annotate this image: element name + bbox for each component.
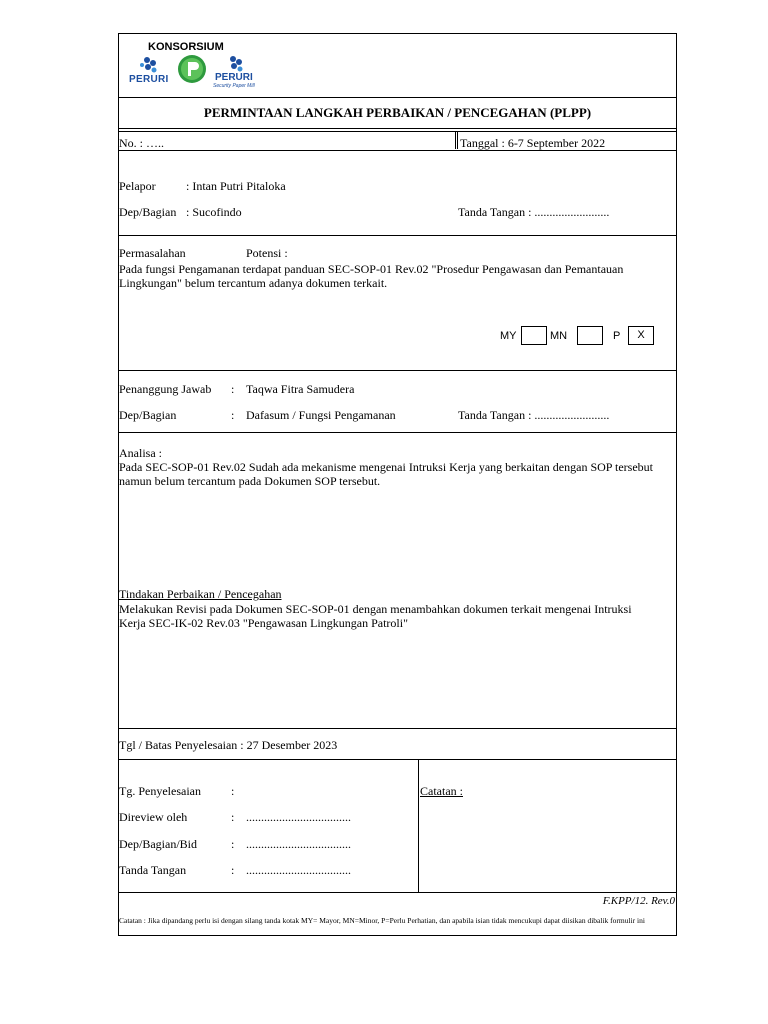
tanda-tangan-dots: ................................... xyxy=(246,863,351,877)
pelapor-label: Pelapor xyxy=(119,179,156,193)
peruri-paper-mill-text: PERURI xyxy=(215,72,253,83)
pj-label: Penanggung Jawab xyxy=(119,382,212,396)
direview-dots: ................................... xyxy=(246,810,351,824)
pelapor-value: : Intan Putri Pitaloka xyxy=(186,179,286,193)
form-code: F.KPP/12. Rev.0 xyxy=(602,895,675,907)
tg-penyelesaian-label: Tg. Penyelesaian xyxy=(119,784,201,798)
peruri-paper-mill-sub: Security Paper Mill xyxy=(213,83,255,89)
peruri-logo-text: PERURI xyxy=(129,74,169,85)
tanda-tangan-colon: : xyxy=(231,863,235,877)
tg-penyelesaian-colon: : xyxy=(231,784,235,798)
p-label: P xyxy=(613,330,621,342)
pj-colon: : xyxy=(231,382,235,396)
batas-penyelesaian: Tgl / Batas Penyelesaian : 27 Desember 2023 xyxy=(119,738,338,752)
dep-bagian-bid-label: Dep/Bagian/Bid xyxy=(119,837,197,851)
catatan-label: Catatan : xyxy=(420,784,463,798)
tanda-tangan-label: Tanda Tangan xyxy=(119,863,187,877)
tanggal: Tanggal : 6-7 September 2022 xyxy=(460,136,606,150)
direview-colon: : xyxy=(231,810,235,824)
pj-value: Taqwa Fitra Samudera xyxy=(246,382,355,396)
dep-bagian-bid-dots: ................................... xyxy=(246,837,351,851)
analisa-text: Pada SEC-SOP-01 Rev.02 Sudah ada mekanisme mengenai Intruksi Kerja yang berkaitan dengan SOP tersebut namun belum tercantum pada Dokumen SOP tersebut. xyxy=(119,460,653,488)
pj-dep-value: Dafasum / Fungsi Pengamanan xyxy=(246,408,396,422)
pelapor-signature: Tanda Tangan : ......................... xyxy=(458,205,610,219)
pj-dep-colon: : xyxy=(231,408,235,422)
peruri-paper-mill-logo xyxy=(211,54,271,90)
tindakan-text: Melakukan Revisi pada Dokumen SEC-SOP-01 dengan menambahkan dokumen terkait mengenai Intruksi Kerja SEC-IK-02 Rev.03 "Pengawasan Lingkungan Patroli" xyxy=(119,602,632,630)
permasalahan-text: Pada fungsi Pengamanan terdapat panduan SEC-SOP-01 Rev.02 "Prosedur Pengawasan dan Pemantauan Lingkungan" belum tercantum adanya dokumen terkait. xyxy=(119,262,624,290)
form-title: PERMINTAAN LANGKAH PERBAIKAN / PENCEGAHAN (PLPP) xyxy=(203,105,592,120)
doc-number: No. : ….. xyxy=(119,136,164,150)
permasalahan-label: Permasalahan xyxy=(119,246,186,260)
analisa-label: Analisa : xyxy=(119,446,162,460)
green-logo-icon xyxy=(177,54,207,89)
pj-signature: Tanda Tangan : ......................... xyxy=(458,408,610,422)
pelapor-dep-label: Dep/Bagian xyxy=(119,205,177,219)
konsorsium-label: KONSORSIUM xyxy=(148,41,224,53)
pj-dep-label: Dep/Bagian xyxy=(119,408,177,422)
mn-checkbox[interactable] xyxy=(577,326,603,345)
dep-bagian-bid-colon: : xyxy=(231,837,235,851)
pelapor-dep-value: : Sucofindo xyxy=(186,205,242,219)
mn-label: MN xyxy=(550,330,568,342)
direview-label: Direview oleh xyxy=(119,810,188,824)
my-checkbox[interactable] xyxy=(521,326,547,345)
my-label: MY xyxy=(500,330,517,342)
footer-note: Catatan : Jika dipandang perlu isi dengan silang tanda kotak MY= Mayor, MN=Minor, P=Perlu Perhatian, dan apabila isian tidak mencukupi dapat diisikan dibalik formulir ini xyxy=(119,916,645,925)
potensi-label: Potensi : xyxy=(246,246,288,260)
p-checkbox[interactable]: X xyxy=(628,326,654,345)
peruri-logo xyxy=(127,54,173,88)
tindakan-label: Tindakan Perbaikan / Pencegahan xyxy=(119,587,282,601)
plpp-form xyxy=(118,33,677,936)
